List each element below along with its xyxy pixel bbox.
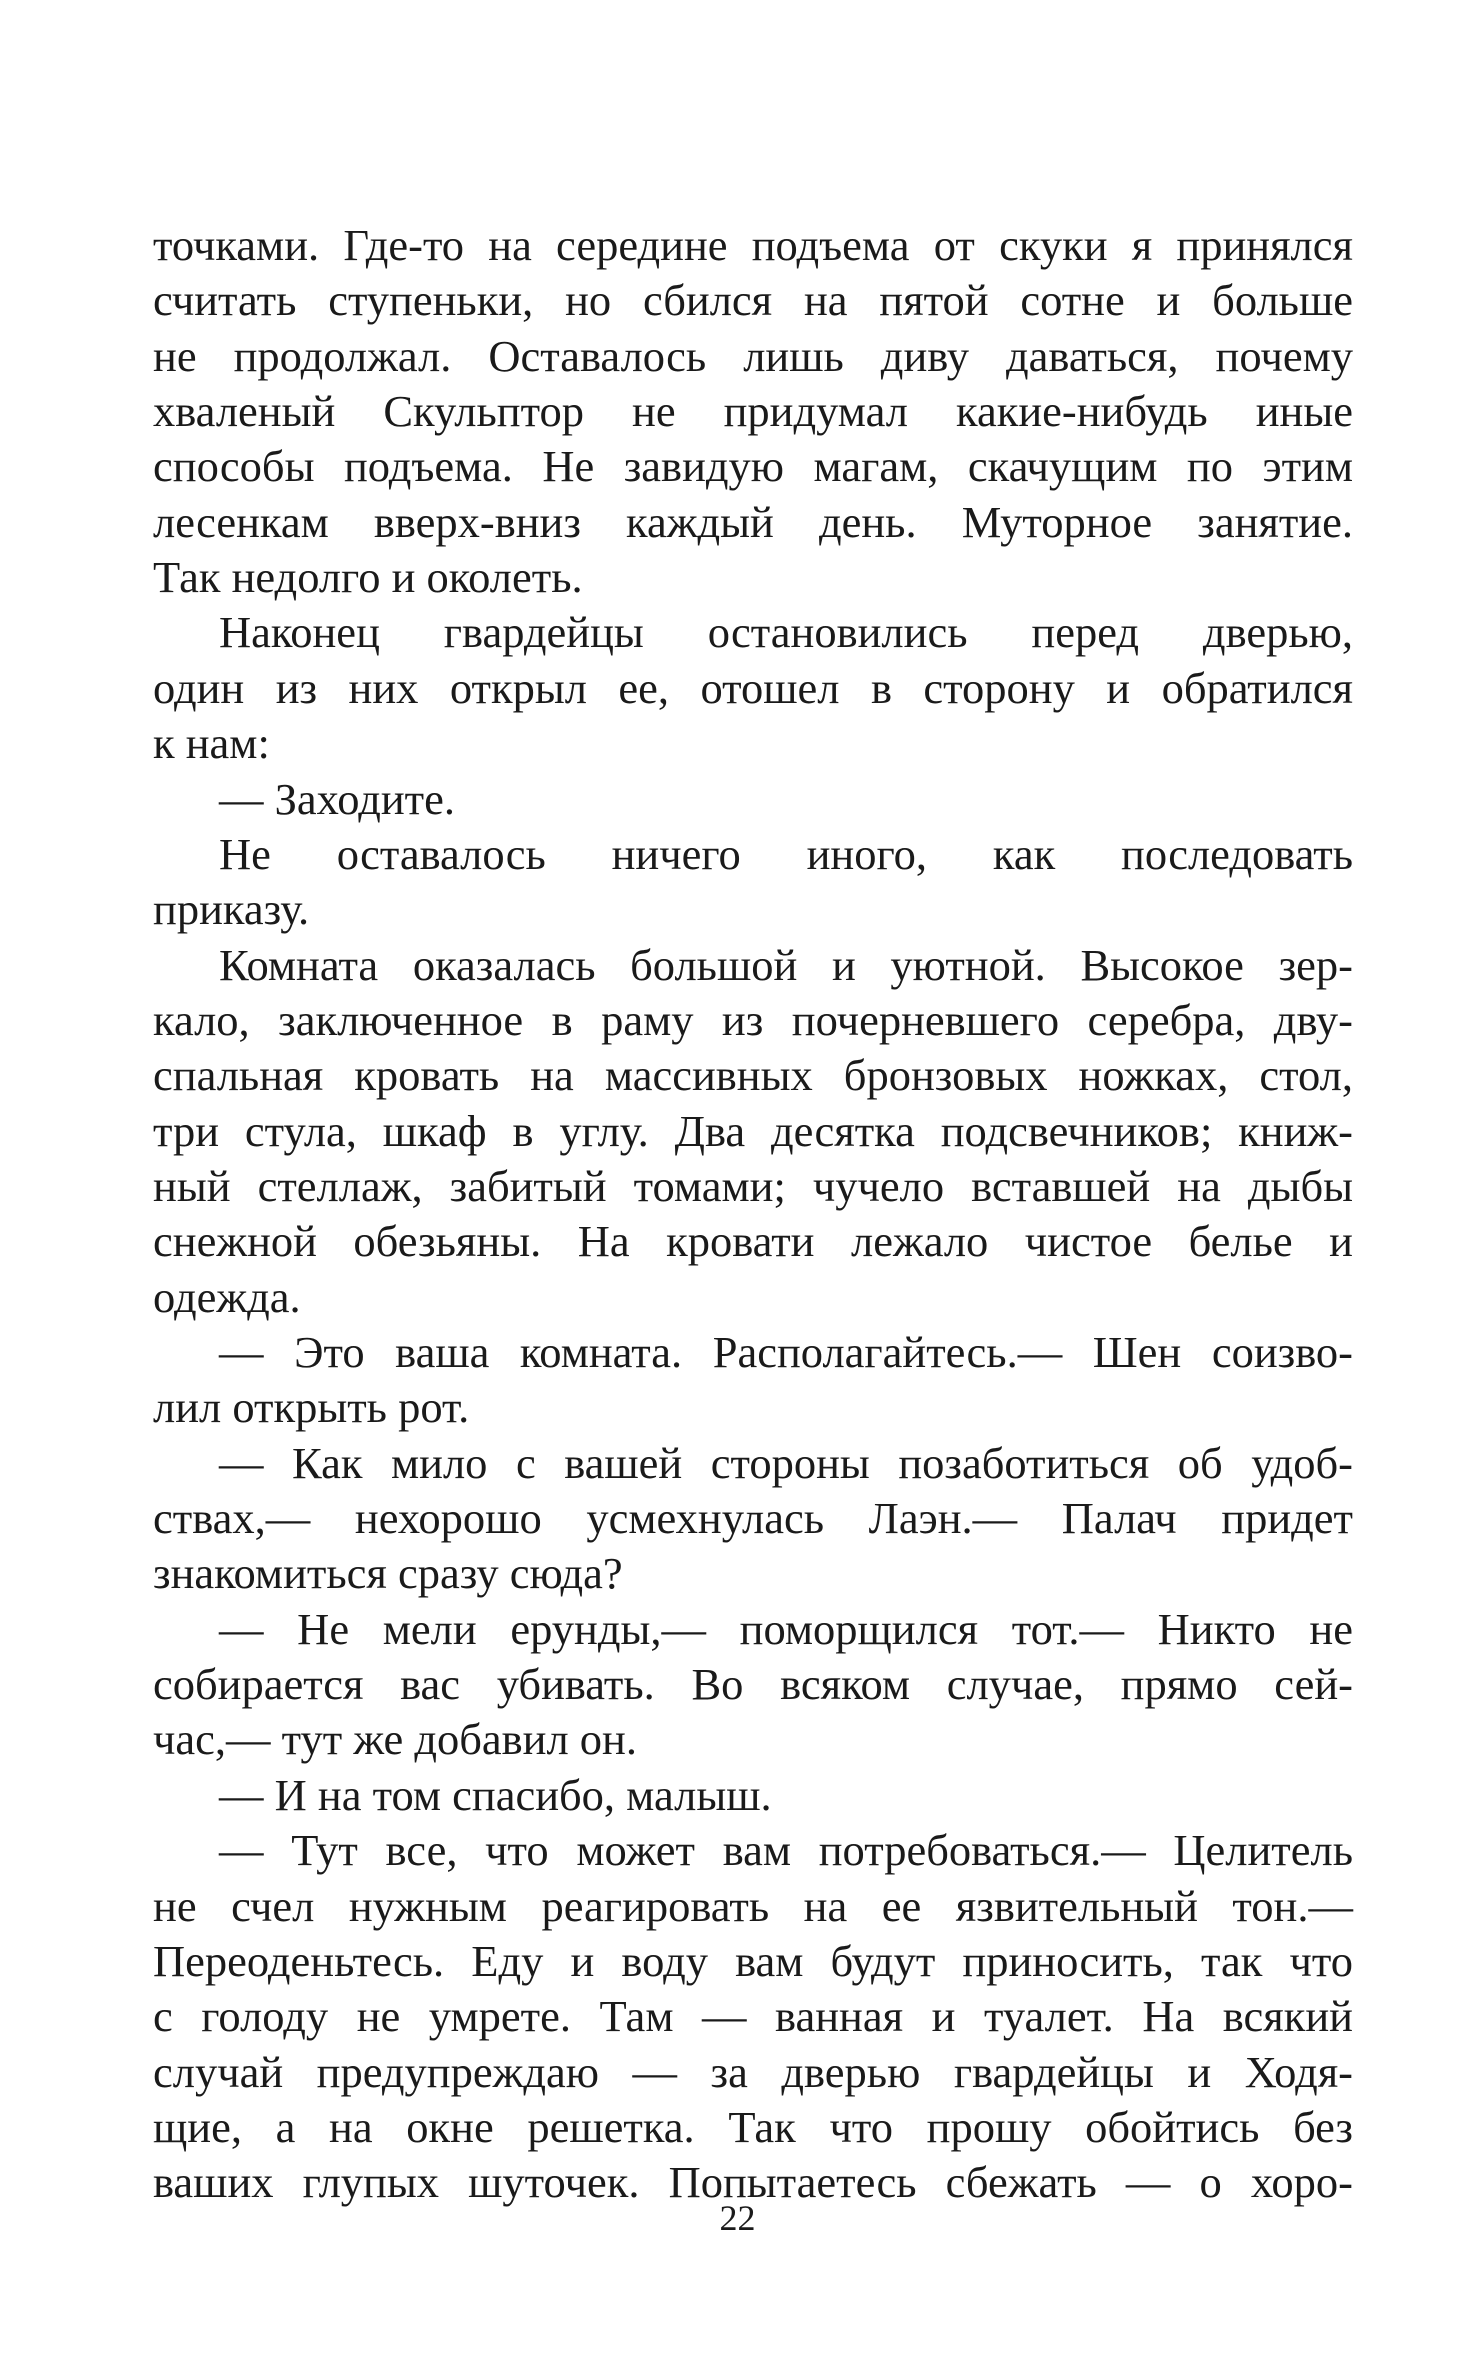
text-line: один из них открыл ее, отошел в сторону и обратился: [153, 662, 1353, 713]
text-line: ваших глупых шуточек. Попытаетесь сбежать — о хоро-: [153, 2157, 1353, 2208]
page-number: 22: [719, 2198, 756, 2238]
text-line: считать ступеньки, но сбился на пятой сотне и больше: [153, 275, 1353, 326]
text-line: хваленый Скульптор не придумал какие-нибудь иные: [153, 386, 1353, 437]
text-line: не счел нужным реагировать на ее язвительный тон.—: [153, 1880, 1353, 1931]
text-line: — И на том спасибо, малыш.: [219, 1769, 772, 1820]
text-line: к нам:: [153, 718, 270, 769]
text-line: Так недолго и околеть.: [153, 552, 583, 603]
text-line: случай предупреждаю — за дверью гвардейцы и Ходя-: [153, 2046, 1353, 2097]
text-line: Переоденьтесь. Еду и воду вам будут приносить, так что: [153, 1935, 1353, 1986]
text-line: точками. Где-то на середине подъема от скуки я принялся: [153, 220, 1353, 270]
text-line: приказу.: [153, 884, 310, 935]
text-line: ный стеллаж, забитый томами; чучело вставшей на дыбы: [153, 1160, 1353, 1211]
text-line: Не оставалось ничего иного, как последовать: [219, 828, 1353, 879]
text-line: Наконец гвардейцы остановились перед дверью,: [219, 607, 1353, 658]
text-line: час,— тут же добавил он.: [153, 1714, 637, 1765]
text-line: щие, а на окне решетка. Так что прошу обойтись без: [153, 2101, 1353, 2152]
text-line: кало, заключенное в раму из почерневшего серебра, дву-: [153, 994, 1353, 1045]
text-line: лесенкам вверх-вниз каждый день. Муторное занятие.: [153, 496, 1353, 547]
text-line: — Заходите.: [219, 773, 455, 824]
text-line: — Тут все, что может вам потребоваться.— Целитель: [219, 1825, 1353, 1876]
text-line: одежда.: [153, 1271, 301, 1322]
text-line: лил открыть рот.: [153, 1382, 470, 1433]
text-line: снежной обезьяны. На кровати лежало чистое белье и: [153, 1216, 1353, 1267]
text-line: — Как мило с вашей стороны позаботиться об удоб-: [219, 1437, 1353, 1488]
text-line: знакомиться сразу сюда?: [153, 1548, 623, 1599]
text-line: Комната оказалась большой и уютной. Высокое зер-: [219, 939, 1353, 990]
text-line: собирается вас убивать. Во всяком случае, прямо сей-: [153, 1659, 1353, 1710]
text-line: с голоду не умрете. Там — ванная и туалет. На всякий: [153, 1991, 1353, 2042]
text-line: ствах,— нехорошо усмехнулась Лаэн.— Палач придет: [153, 1493, 1353, 1544]
text-line: — Не мели ерунды,— поморщился тот.— Никто не: [219, 1603, 1353, 1654]
text-line: — Это ваша комната. Располагайтесь.— Шен соизво-: [219, 1327, 1353, 1377]
text-line: спальная кровать на массивных бронзовых ножках, стол,: [153, 1050, 1353, 1101]
text-line: три стула, шкаф в углу. Два десятка подсвечников; книж-: [153, 1105, 1353, 1156]
text-line: способы подъема. Не завидую магам, скачущим по этим: [153, 441, 1353, 492]
text-line: не продолжал. Оставалось лишь диву даваться, почему: [153, 330, 1353, 381]
